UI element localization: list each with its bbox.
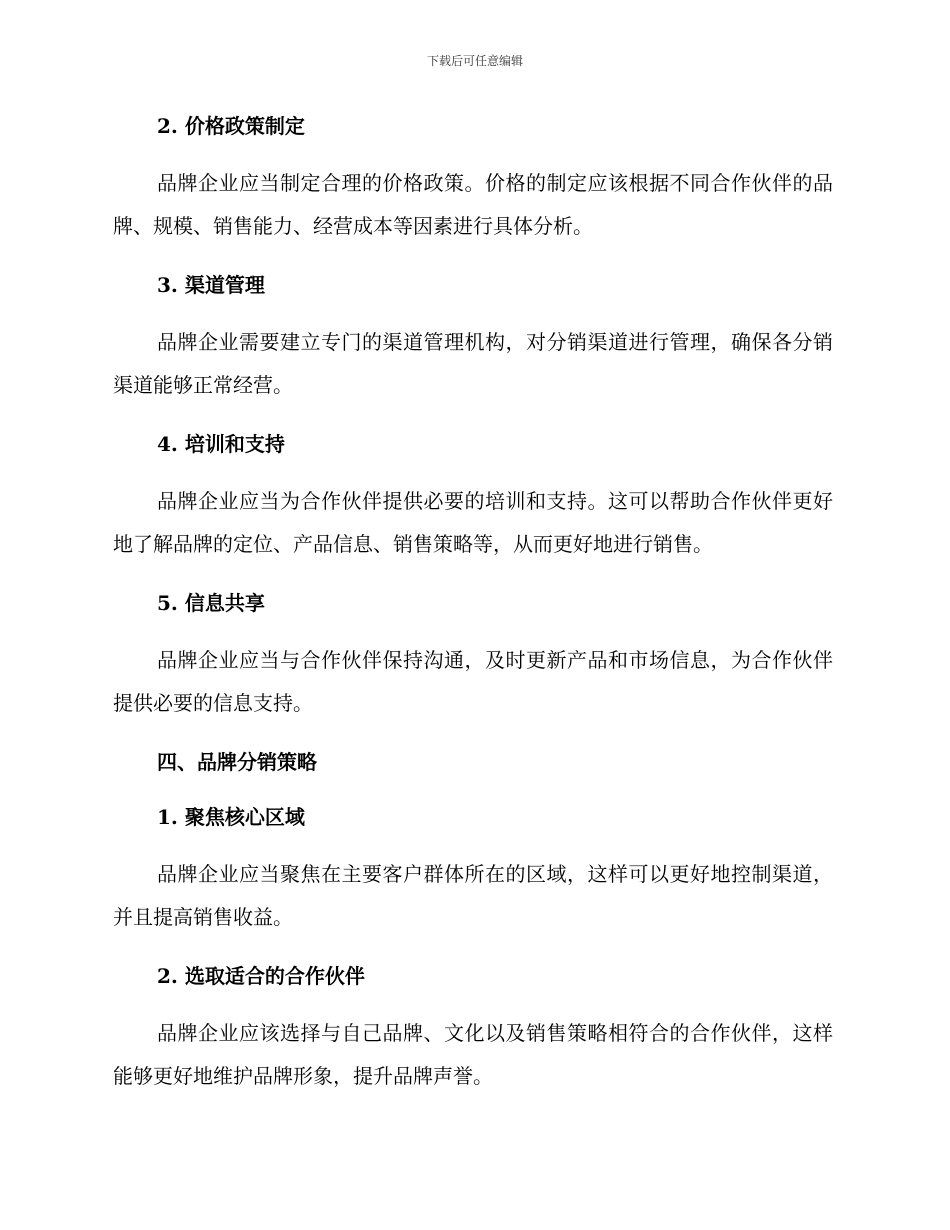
section-paragraph-channel-management: 品牌企业需要建立专门的渠道管理机构，对分销渠道进行管理，确保各分销渠道能够正常经营。 [113, 330, 833, 397]
chapter-heading: 四、品牌分销策略 [157, 750, 317, 774]
section-paragraph-price-policy: 品牌企业应当制定合理的价格政策。价格的制定应该根据不同合作伙伴的品牌、规模、销售能力、经营成本等因素进行具体分析。 [113, 171, 833, 238]
section-heading-core-region: 1. 聚焦核心区域 [157, 805, 305, 829]
section-heading-info-sharing: 5. 信息共享 [157, 591, 265, 615]
section-heading-select-partners: 2. 选取适合的合作伙伴 [157, 964, 365, 988]
section-heading-price-policy: 2. 价格政策制定 [157, 114, 305, 138]
section-paragraph-core-region: 品牌企业应当聚焦在主要客户群体所在的区域，这样可以更好地控制渠道，并且提高销售收益。 [113, 862, 833, 929]
section-heading-training-support: 4. 培训和支持 [157, 432, 285, 456]
section-paragraph-training-support: 品牌企业应当为合作伙伴提供必要的培训和支持。这可以帮助合作伙伴更好地了解品牌的定位、产品信息、销售策略等，从而更好地进行销售。 [113, 489, 833, 556]
document-body [113, 111, 833, 1098]
section-paragraph-select-partners: 品牌企业应该选择与自己品牌、文化以及销售策略相符合的合作伙伴，这样能够更好地维护品牌形象，提升品牌声誉。 [113, 1021, 833, 1088]
page-header: 下载后可任意编辑 [426, 54, 523, 68]
section-paragraph-info-sharing: 品牌企业应当与合作伙伴保持沟通，及时更新产品和市场信息，为合作伙伴提供必要的信息支持。 [113, 648, 833, 715]
section-heading-channel-management: 3. 渠道管理 [157, 273, 265, 297]
